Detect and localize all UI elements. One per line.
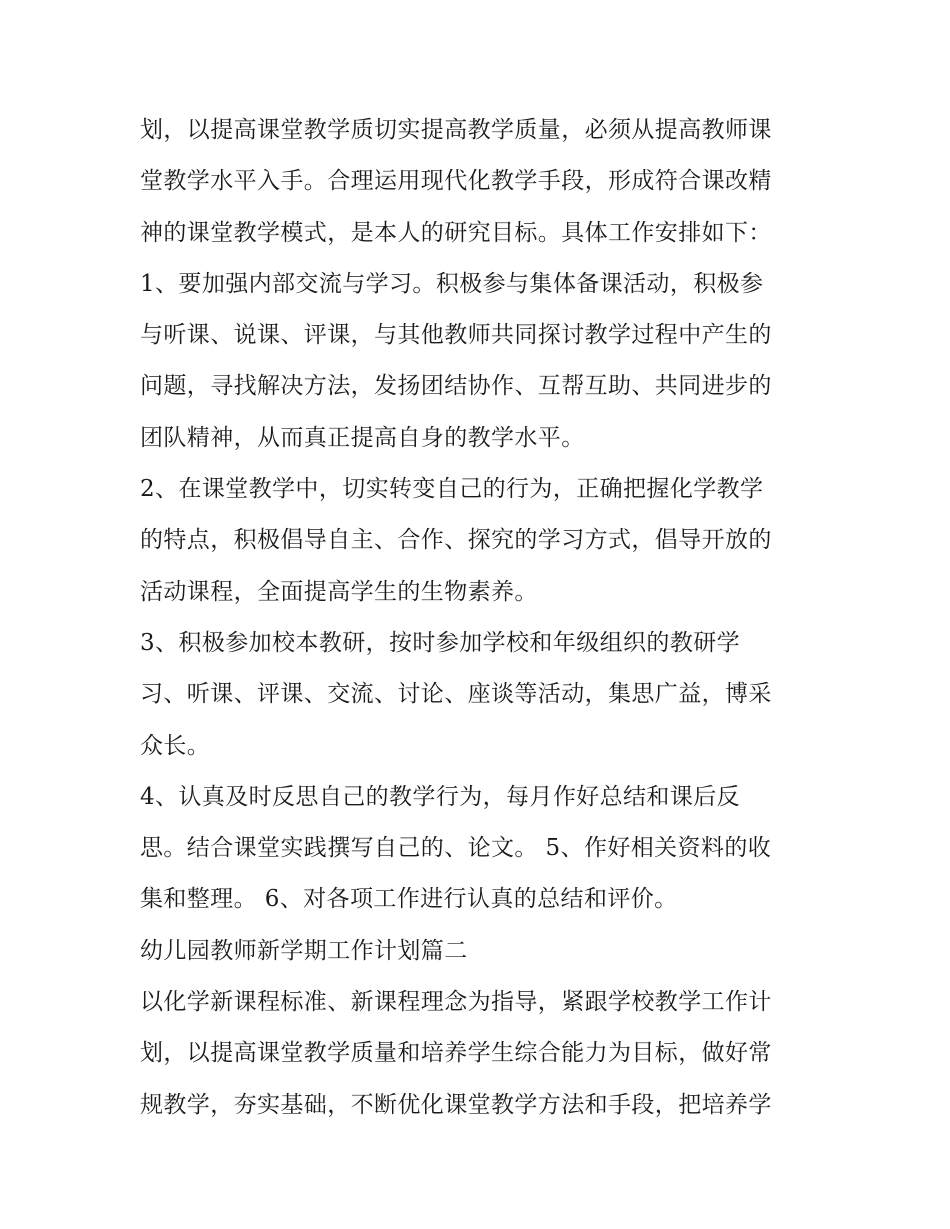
text-line-9: 的特点，积极倡导自主、合作、探究的学习方式，倡导开放的 bbox=[140, 527, 772, 554]
text-line-13: 众长。 bbox=[140, 732, 211, 759]
document-body bbox=[140, 105, 830, 1131]
text-line-19: 划，以提高课堂教学质量和培养学生综合能力为目标，做好常 bbox=[140, 1040, 772, 1067]
text-line-15: 思。结合课堂实践撰写自己的、论文。 5、作好相关资料的收 bbox=[140, 835, 772, 862]
text-line-10: 活动课程，全面提高学生的生物素养。 bbox=[140, 578, 538, 605]
text-line-11: 3、积极参加校本教研，按时参加学校和年级组织的教研学 bbox=[140, 629, 741, 656]
text-line-8: 2、在课堂教学中，切实转变自己的行为，正确把握化学教学 bbox=[140, 476, 764, 503]
text-line-20: 规教学，夯实基础，不断优化课堂教学方法和手段，把培养学 bbox=[140, 1091, 772, 1118]
text-line-1: 划，以提高课堂教学质切实提高教学质量，必须从提高教师课 bbox=[140, 117, 772, 143]
text-line-3: 神的课堂教学模式，是本人的研究目标。具体工作安排如下： bbox=[140, 219, 772, 246]
text-line-6: 问题，寻找解决方法，发扬团结协作、互帮互助、共同进步的 bbox=[140, 373, 772, 400]
text-line-16: 集和整理。 6、对各项工作进行认真的总结和评价。 bbox=[140, 886, 678, 913]
text-line-5: 与听课、说课、评课，与其他教师共同探讨教学过程中产生的 bbox=[140, 322, 772, 349]
text-line-7: 团队精神，从而真正提高自身的教学水平。 bbox=[140, 424, 585, 451]
text-line-18: 以化学新课程标准、新课程理念为指导，紧跟学校教学工作计 bbox=[140, 989, 772, 1016]
text-line-4: 1、要加强内部交流与学习。积极参与集体备课活动，积极参 bbox=[140, 270, 764, 297]
text-line-12: 习、听课、评课、交流、讨论、座谈等活动，集思广益，博采 bbox=[140, 681, 772, 708]
text-line-14: 4、认真及时反思自己的教学行为，每月作好总结和课后反 bbox=[140, 783, 741, 810]
text-line-2: 堂教学水平入手。合理运用现代化教学手段，形成符合课改精 bbox=[140, 168, 772, 195]
section-heading: 幼儿园教师新学期工作计划篇二 bbox=[140, 937, 468, 964]
